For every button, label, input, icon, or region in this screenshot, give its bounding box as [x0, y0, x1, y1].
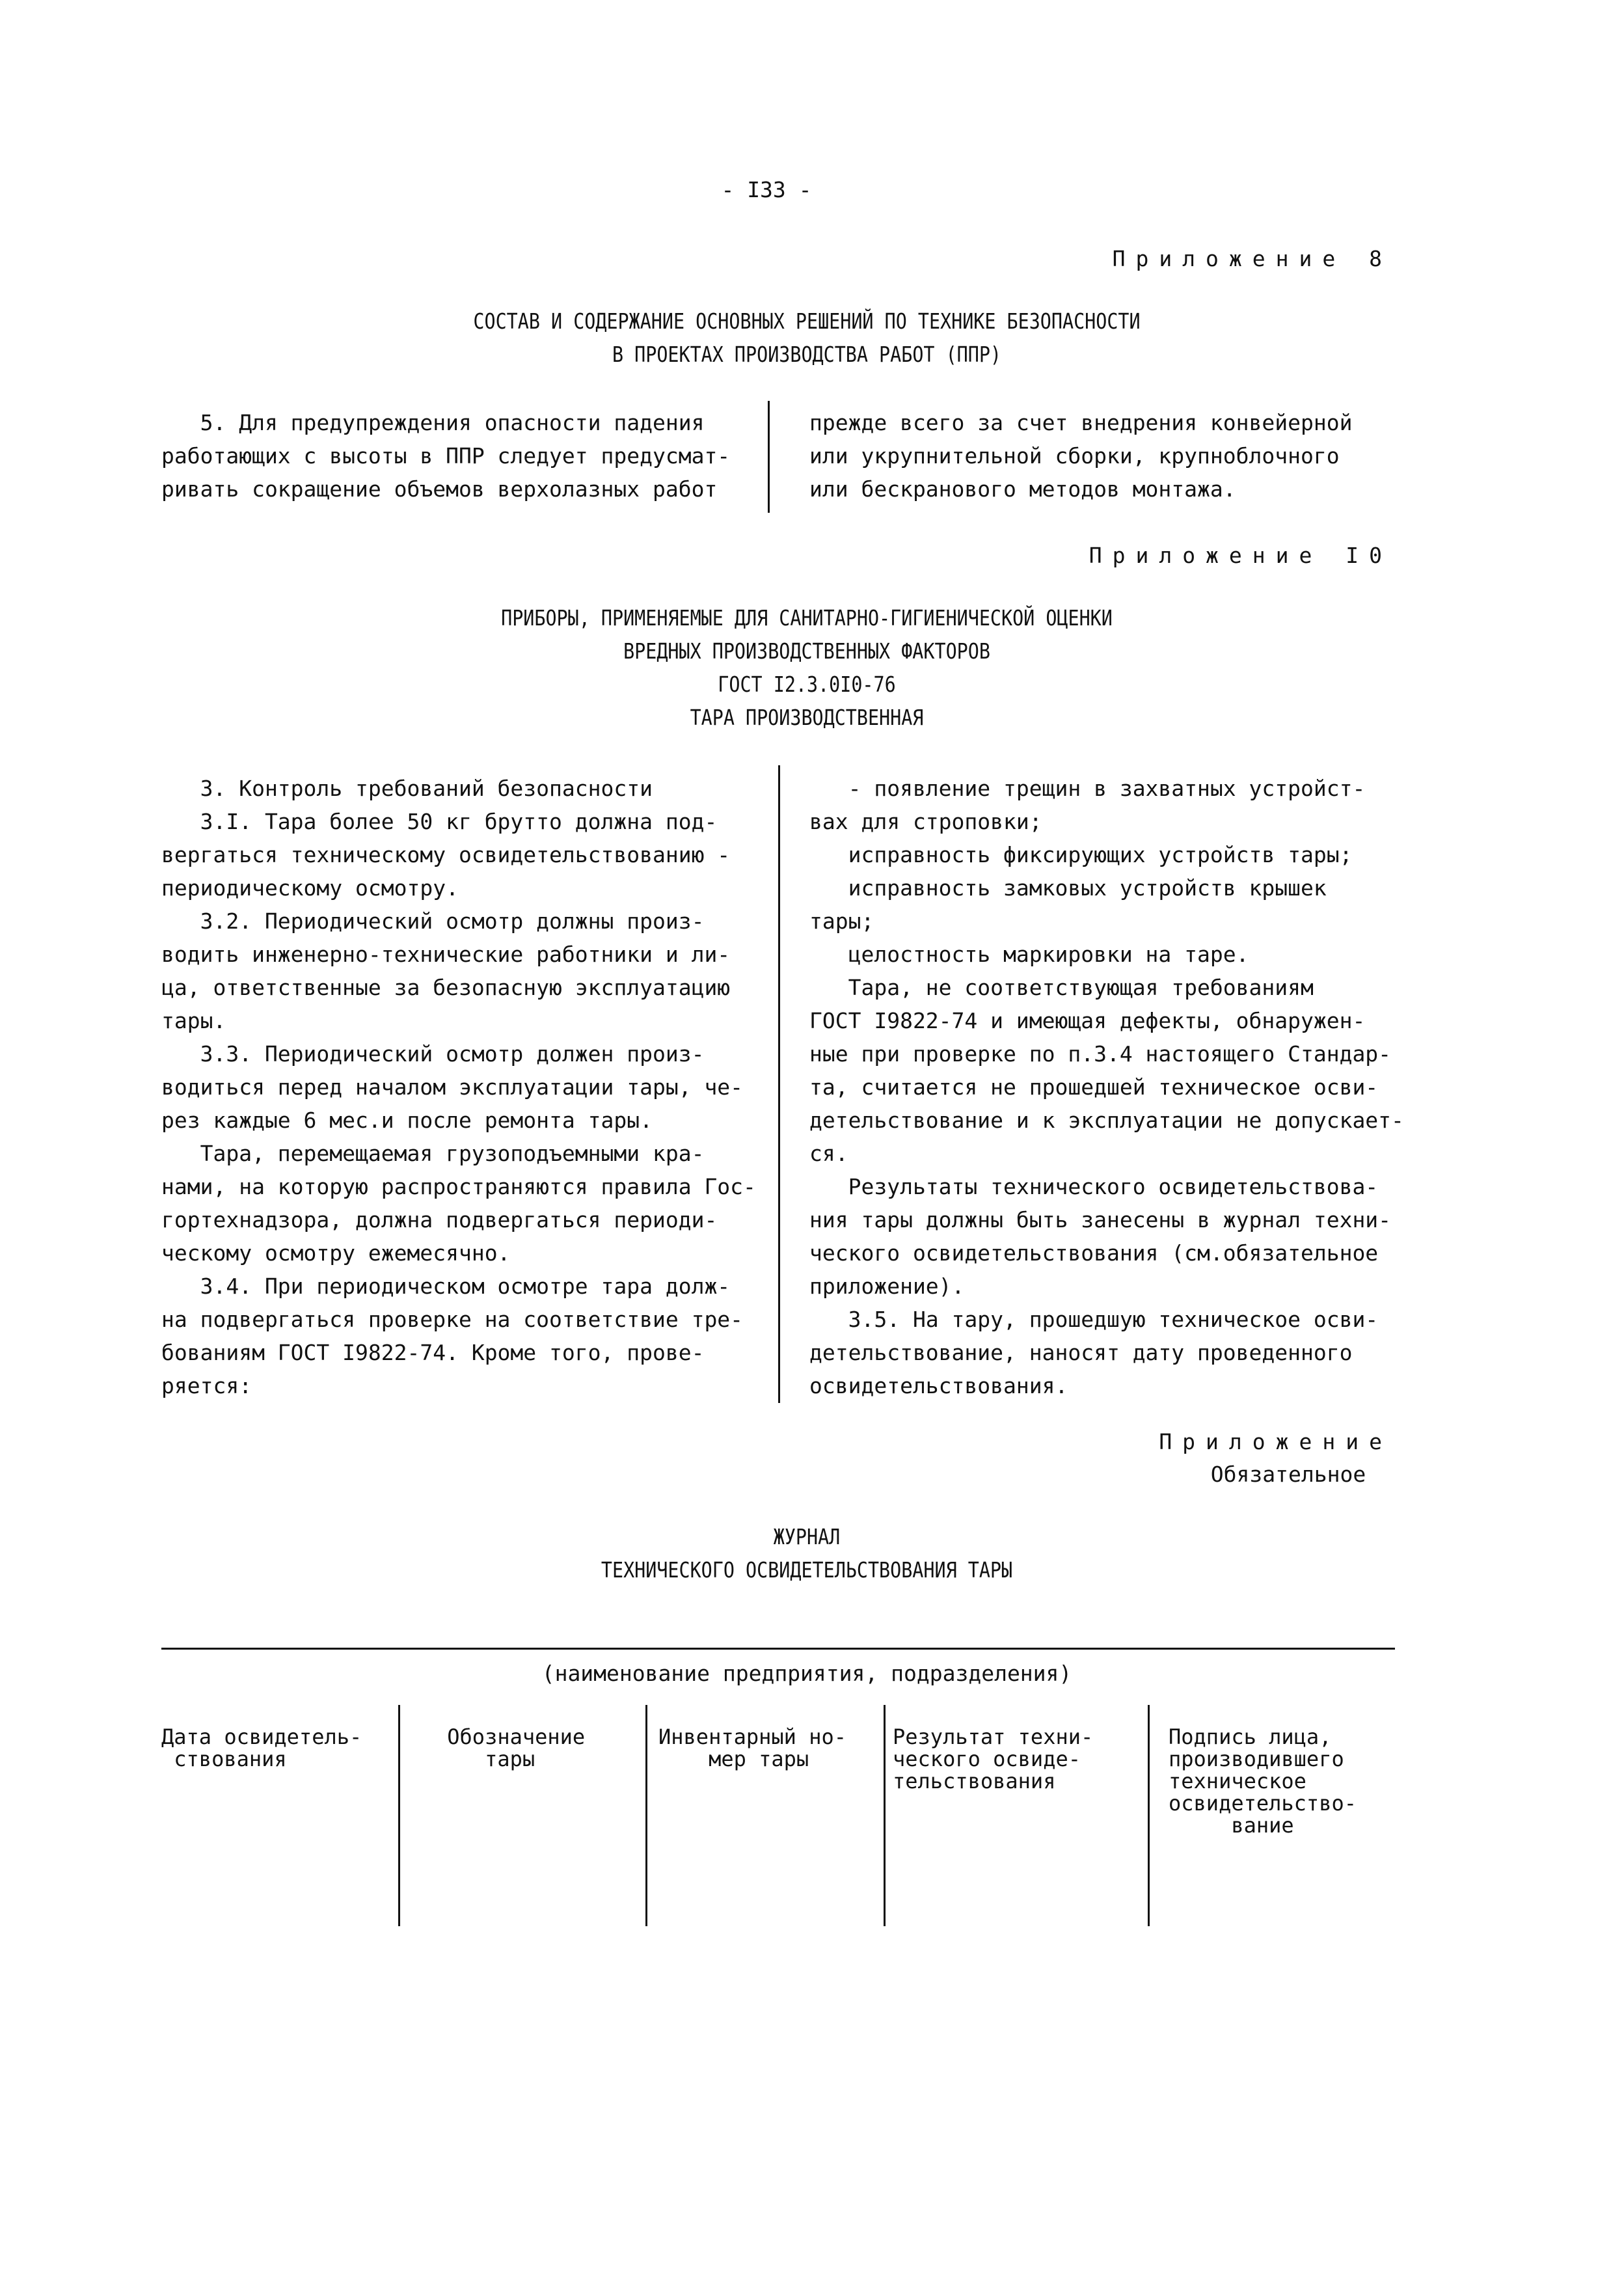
text-line: 3. Контроль требований безопасности	[161, 776, 653, 801]
text-line: водить инженерно-технические работники и ли-	[161, 942, 731, 967]
text-line: нами, на которую распространяются правила Гос-	[161, 1174, 756, 1199]
text-line: освидетельствования.	[809, 1373, 1068, 1398]
column-header: Результат техни- ческого освиде- тельствования	[893, 1724, 1094, 1793]
text-line: прежде всего за счет внедрения конвейерной	[809, 410, 1353, 435]
mandatory-appendix-label: Приложение	[1159, 1429, 1392, 1454]
text-line: периодическому осмотру.	[161, 875, 459, 901]
text-line: гортехнадзора, должна подвергаться периоди-	[161, 1207, 718, 1233]
text-line: Результаты технического освидетельствова-	[809, 1174, 1379, 1199]
appendix-10-title-line: ПРИБОРЫ, ПРИМЕНЯЕМЫЕ ДЛЯ САНИТАРНО-ГИГИЕНИЧЕСКОЙ ОЦЕНКИ	[501, 605, 1113, 631]
mandatory-appendix-sublabel: Обязательное	[1210, 1462, 1366, 1487]
column-header: Обозначение тары	[447, 1724, 586, 1771]
text-line: вергаться техническому освидетельствованию -	[161, 842, 731, 867]
text-line: ривать сокращение объемов верхолазных работ	[161, 476, 718, 502]
text-line: 3.4. При периодическом осмотре тара долж-	[161, 1273, 731, 1299]
text-line: тары.	[161, 1008, 226, 1033]
column-divider	[778, 765, 780, 1403]
journal-heading	[247, 1520, 1366, 1587]
column-divider	[884, 1705, 886, 1926]
column-divider	[1148, 1705, 1150, 1926]
text-line: 3.3. Периодический осмотр должен произ-	[161, 1041, 705, 1067]
column-header: Дата освидетель- ствования	[161, 1724, 362, 1771]
appendix-10-label: Приложение I0	[1089, 543, 1392, 568]
appendix-10-title-line: ТАРА ПРОИЗВОДСТВЕННАЯ	[690, 705, 924, 730]
journal-subtitle: ТЕХНИЧЕСКОГО ОСВИДЕТЕЛЬСТВОВАНИЯ ТАРЫ	[601, 1557, 1013, 1583]
text-line: тары;	[809, 908, 874, 934]
column-divider	[398, 1705, 400, 1926]
appendix-8-title-line: В ПРОЕКТАХ ПРОИЗВОДСТВА РАБОТ (ППР)	[612, 342, 1002, 367]
text-line: 3.I. Тара более 50 кг брутто должна под-	[161, 809, 718, 834]
text-line: 5. Для предупреждения опасности падения	[161, 410, 705, 435]
column-header: Подпись лица, производившего техническое освидетельство- вание	[1169, 1724, 1357, 1838]
text-line: детельствование, наносят дату проведенного	[809, 1340, 1353, 1365]
text-line: ца, ответственные за безопасную эксплуатацию	[161, 975, 731, 1000]
text-line: на подвергаться проверке на соответствие тре-	[161, 1307, 744, 1332]
text-line: или укрупнительной сборки, крупноблочного	[809, 443, 1340, 469]
text-line: детельствование и к эксплуатации не допускает-	[809, 1108, 1404, 1133]
text-line: та, считается не прошедшей техническое осви-	[809, 1074, 1379, 1100]
journal-title: ЖУРНАЛ	[773, 1524, 841, 1549]
column-header: Инвентарный но- мер тары	[658, 1724, 846, 1771]
text-line: 3.2. Периодический осмотр должны произ-	[161, 908, 705, 934]
text-line: рез каждые 6 мес.и после ремонта тары.	[161, 1108, 653, 1133]
text-line: приложение).	[809, 1273, 965, 1299]
text-line: ряется:	[161, 1373, 252, 1398]
text-line: ческого освидетельствования (см.обязательное	[809, 1240, 1379, 1266]
text-line: целостность маркировки на таре.	[809, 942, 1249, 967]
text-line: вах для строповки;	[809, 809, 1042, 834]
text-line: или бескранового методов монтажа.	[809, 476, 1236, 502]
appendix-10-title-line: ВРЕДНЫХ ПРОИЗВОДСТВЕННЫХ ФАКТОРОВ	[623, 638, 990, 664]
appendix-10-right-column	[809, 772, 1404, 1402]
enterprise-name-line	[161, 1648, 1395, 1650]
enterprise-name-caption: (наименование предприятия, подразделения)	[541, 1661, 1072, 1686]
page-number: - I33 -	[721, 177, 812, 202]
column-divider	[768, 401, 770, 513]
journal-table-header	[161, 1705, 1395, 1926]
text-line: ГОСТ I9822-74 и имеющая дефекты, обнаружен-	[809, 1008, 1366, 1033]
text-line: работающих с высоты в ППР следует предусмат-	[161, 443, 731, 469]
text-line: водиться перед началом эксплуатации тары, че-	[161, 1074, 744, 1100]
text-line: ческому осмотру ежемесячно.	[161, 1240, 511, 1266]
text-line: исправность замковых устройств крышек	[809, 875, 1327, 901]
text-line: - появление трещин в захватных устройст-	[809, 776, 1366, 801]
appendix-10-left-column	[161, 772, 756, 1402]
text-line: исправность фиксирующих устройств тары;	[809, 842, 1353, 867]
appendix-8-title	[247, 305, 1366, 371]
appendix-8-left-column	[161, 406, 730, 506]
text-line: ния тары должны быть занесены в журнал техни-	[809, 1207, 1392, 1233]
text-line: ные при проверке по п.3.4 настоящего Стандар-	[809, 1041, 1392, 1067]
column-divider	[645, 1705, 647, 1926]
text-line: 3.5. На тару, прошедшую техническое осви-	[809, 1307, 1379, 1332]
text-line: Тара, не соответствующая требованиям	[809, 975, 1314, 1000]
appendix-10-title	[247, 601, 1366, 734]
appendix-8-right-column	[809, 406, 1352, 506]
appendix-8-label: Приложение 8	[1112, 246, 1392, 271]
text-line: ся.	[809, 1141, 848, 1166]
text-line: Тара, перемещаемая грузоподъемными кра-	[161, 1141, 705, 1166]
text-line: бованиям ГОСТ I9822-74. Кроме того, прове-	[161, 1340, 705, 1365]
appendix-8-title-line: СОСТАВ И СОДЕРЖАНИЕ ОСНОВНЫХ РЕШЕНИЙ ПО ТЕХНИКЕ БЕЗОПАСНОСТИ	[473, 308, 1141, 334]
appendix-10-title-line: ГОСТ I2.3.0I0-76	[718, 672, 896, 697]
